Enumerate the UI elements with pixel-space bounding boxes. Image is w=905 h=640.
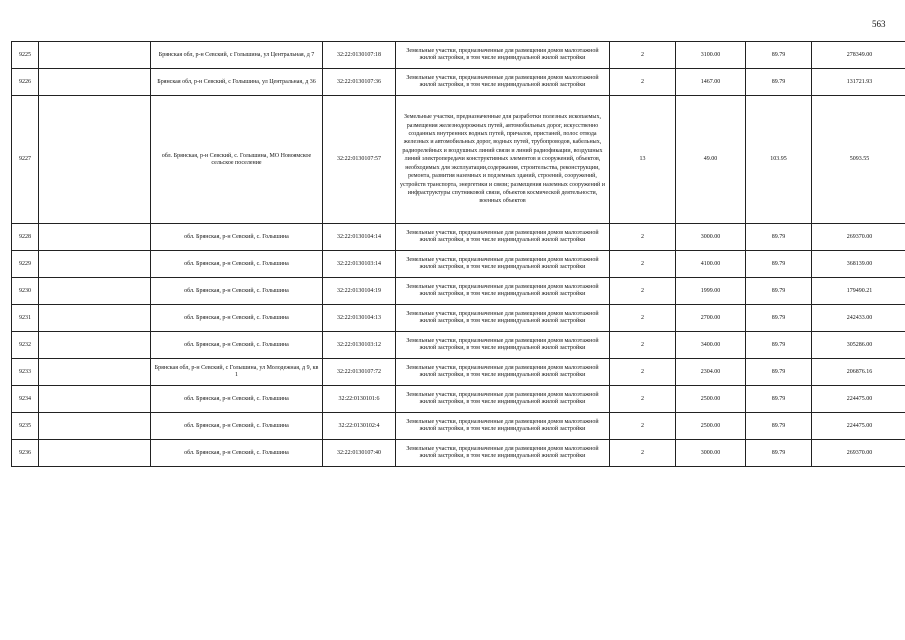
use-code-cell: 2 bbox=[610, 440, 676, 467]
area-cell: 3100.00 bbox=[676, 42, 746, 69]
rate-cell: 89.79 bbox=[746, 305, 812, 332]
cadastral-number-cell: 32:22:0130104:14 bbox=[323, 224, 396, 251]
cadastral-number-cell: 32:22:0130101:6 bbox=[323, 386, 396, 413]
cadastral-number-cell: 32:22:0130102:4 bbox=[323, 413, 396, 440]
spacer-cell bbox=[39, 305, 151, 332]
address-cell: Брянская обл, р-н Севский, с Голышина, ул Молодежная, д 9, кв 1 bbox=[151, 359, 323, 386]
table-row bbox=[12, 251, 905, 278]
cadastral-number-cell: 32:22:0130104:19 bbox=[323, 278, 396, 305]
rate-cell: 89.79 bbox=[746, 440, 812, 467]
cadastral-value-cell: 278349.00 bbox=[812, 42, 905, 69]
table-row bbox=[12, 224, 905, 251]
area-cell: 2700.00 bbox=[676, 305, 746, 332]
use-code-cell: 2 bbox=[610, 69, 676, 96]
cadastral-value-cell: 269370.00 bbox=[812, 440, 905, 467]
spacer-cell bbox=[39, 224, 151, 251]
cadastral-value-cell: 179490.21 bbox=[812, 278, 905, 305]
spacer-cell bbox=[39, 278, 151, 305]
use-code-cell: 13 bbox=[610, 96, 676, 224]
rate-cell: 89.79 bbox=[746, 332, 812, 359]
cadastral-value-cell: 224475.00 bbox=[812, 386, 905, 413]
row-number: 9230 bbox=[12, 278, 39, 305]
use-code-cell: 2 bbox=[610, 386, 676, 413]
table-row bbox=[12, 359, 905, 386]
area-cell: 2500.00 bbox=[676, 413, 746, 440]
area-cell: 3000.00 bbox=[676, 224, 746, 251]
area-cell: 3000.00 bbox=[676, 440, 746, 467]
cadastral-number-cell: 32:22:0130107:36 bbox=[323, 69, 396, 96]
table-row bbox=[12, 332, 905, 359]
rate-cell: 89.79 bbox=[746, 278, 812, 305]
cadastral-number-cell: 32:22:0130107:18 bbox=[323, 42, 396, 69]
use-code-cell: 2 bbox=[610, 305, 676, 332]
table-row bbox=[12, 69, 905, 96]
row-number: 9229 bbox=[12, 251, 39, 278]
use-code-cell: 2 bbox=[610, 42, 676, 69]
table-row bbox=[12, 386, 905, 413]
table-row bbox=[12, 413, 905, 440]
land-use-cell: Земельные участки, предназначенные для размещения домов малоэтажной жилой застройки, в том числе индивидуальной жилой застройки bbox=[396, 413, 610, 440]
spacer-cell bbox=[39, 69, 151, 96]
cadastral-value-cell: 131721.93 bbox=[812, 69, 905, 96]
cadastral-number-cell: 32:22:0130107:57 bbox=[323, 96, 396, 224]
row-number: 9231 bbox=[12, 305, 39, 332]
spacer-cell bbox=[39, 440, 151, 467]
land-plot-table bbox=[11, 41, 905, 467]
cadastral-number-cell: 32:22:0130104:13 bbox=[323, 305, 396, 332]
land-use-cell: Земельные участки, предназначенные для размещения домов малоэтажной жилой застройки, в том числе индивидуальной жилой застройки bbox=[396, 42, 610, 69]
cadastral-number-cell: 32:22:0130107:72 bbox=[323, 359, 396, 386]
area-cell: 4100.00 bbox=[676, 251, 746, 278]
spacer-cell bbox=[39, 332, 151, 359]
row-number: 9236 bbox=[12, 440, 39, 467]
row-number: 9233 bbox=[12, 359, 39, 386]
spacer-cell bbox=[39, 42, 151, 69]
table-row bbox=[12, 305, 905, 332]
cadastral-number-cell: 32:22:0130103:12 bbox=[323, 332, 396, 359]
cadastral-value-cell: 224475.00 bbox=[812, 413, 905, 440]
cadastral-value-cell: 305286.00 bbox=[812, 332, 905, 359]
rate-cell: 89.79 bbox=[746, 251, 812, 278]
area-cell: 1999.00 bbox=[676, 278, 746, 305]
land-use-cell: Земельные участки, предназначенные для размещения домов малоэтажной жилой застройки, в том числе индивидуальной жилой застройки bbox=[396, 332, 610, 359]
page-number: 563 bbox=[872, 19, 886, 29]
address-cell: обл. Брянская, р-н Севский, с. Голышина bbox=[151, 224, 323, 251]
row-number: 9228 bbox=[12, 224, 39, 251]
table-row bbox=[12, 96, 905, 224]
use-code-cell: 2 bbox=[610, 251, 676, 278]
address-cell: обл. Брянская, р-н Севский, с. Голышина bbox=[151, 386, 323, 413]
cadastral-value-cell: 242433.00 bbox=[812, 305, 905, 332]
table-body bbox=[12, 42, 905, 467]
address-cell: обл. Брянская, р-н Севский, с. Голышина bbox=[151, 278, 323, 305]
cadastral-value-cell: 206876.16 bbox=[812, 359, 905, 386]
address-cell: Брянская обл, р-н Севский, с Голышина, ул Центральная, д 7 bbox=[151, 42, 323, 69]
rate-cell: 89.79 bbox=[746, 69, 812, 96]
use-code-cell: 2 bbox=[610, 278, 676, 305]
rate-cell: 103.95 bbox=[746, 96, 812, 224]
table-row bbox=[12, 440, 905, 467]
rate-cell: 89.79 bbox=[746, 359, 812, 386]
spacer-cell bbox=[39, 96, 151, 224]
land-use-cell: Земельные участки, предназначенные для разработки полезных ископаемых, размещения железнодорожных путей, автомобильных дорог, искусственно созданных внутренних водных путей, причалов, пристаней, полос отвода железных и автомобильных дорог, водных путей, трубопроводов, кабельных, радиорелейных и воздушных линий связи и линий радиофикации, воздушных линий электропередачи конструктивных элементов и сооружений, объектов, необходимых для эксплуатации,содержания, строительства, реконструкции, ремонта, развития наземных и подземных зданий, строений, сооружений, устройств транспорта, энергетики и связи; размещения наземных сооружений и инфраструктуры спутниковой связи, объектов космической деятельности, военных объектов bbox=[396, 96, 610, 224]
land-use-cell: Земельные участки, предназначенные для размещения домов малоэтажной жилой застройки, в том числе индивидуальной жилой застройки bbox=[396, 305, 610, 332]
row-number: 9227 bbox=[12, 96, 39, 224]
land-use-cell: Земельные участки, предназначенные для размещения домов малоэтажной жилой застройки, в том числе индивидуальной жилой застройки bbox=[396, 278, 610, 305]
cadastral-value-cell: 5093.55 bbox=[812, 96, 905, 224]
spacer-cell bbox=[39, 251, 151, 278]
area-cell: 2500.00 bbox=[676, 386, 746, 413]
table-row bbox=[12, 42, 905, 69]
rate-cell: 89.79 bbox=[746, 224, 812, 251]
use-code-cell: 2 bbox=[610, 224, 676, 251]
address-cell: Брянская обл, р-н Севский, с Голышина, ул Центральная, д 36 bbox=[151, 69, 323, 96]
use-code-cell: 2 bbox=[610, 359, 676, 386]
cadastral-number-cell: 32:22:0130103:14 bbox=[323, 251, 396, 278]
address-cell: обл. Брянская, р-н Севский, с. Голышина bbox=[151, 305, 323, 332]
spacer-cell bbox=[39, 413, 151, 440]
cadastral-value-cell: 368139.00 bbox=[812, 251, 905, 278]
row-number: 9232 bbox=[12, 332, 39, 359]
table-row bbox=[12, 278, 905, 305]
area-cell: 2304.00 bbox=[676, 359, 746, 386]
land-use-cell: Земельные участки, предназначенные для размещения домов малоэтажной жилой застройки, в том числе индивидуальной жилой застройки bbox=[396, 224, 610, 251]
land-use-cell: Земельные участки, предназначенные для размещения домов малоэтажной жилой застройки, в том числе индивидуальной жилой застройки bbox=[396, 440, 610, 467]
land-use-cell: Земельные участки, предназначенные для размещения домов малоэтажной жилой застройки, в том числе индивидуальной жилой застройки bbox=[396, 386, 610, 413]
land-use-cell: Земельные участки, предназначенные для размещения домов малоэтажной жилой застройки, в том числе индивидуальной жилой застройки bbox=[396, 251, 610, 278]
land-use-cell: Земельные участки, предназначенные для размещения домов малоэтажной жилой застройки, в том числе индивидуальной жилой застройки bbox=[396, 69, 610, 96]
address-cell: обл. Брянская, р-н Севский, с. Голышина bbox=[151, 413, 323, 440]
address-cell: обл. Брянская, р-н Севский, с. Голышина bbox=[151, 440, 323, 467]
rate-cell: 89.79 bbox=[746, 386, 812, 413]
address-cell: обл. Брянская, р-н Севский, с. Голышина bbox=[151, 332, 323, 359]
address-cell: обл. Брянская, р-н Севский, с. Голышина, МО Новоямское сельское поселение bbox=[151, 96, 323, 224]
area-cell: 1467.00 bbox=[676, 69, 746, 96]
land-use-cell: Земельные участки, предназначенные для размещения домов малоэтажной жилой застройки, в том числе индивидуальной жилой застройки bbox=[396, 359, 610, 386]
address-cell: обл. Брянская, р-н Севский, с. Голышина bbox=[151, 251, 323, 278]
area-cell: 49.00 bbox=[676, 96, 746, 224]
use-code-cell: 2 bbox=[610, 413, 676, 440]
row-number: 9226 bbox=[12, 69, 39, 96]
spacer-cell bbox=[39, 359, 151, 386]
spacer-cell bbox=[39, 386, 151, 413]
rate-cell: 89.79 bbox=[746, 413, 812, 440]
rate-cell: 89.79 bbox=[746, 42, 812, 69]
area-cell: 3400.00 bbox=[676, 332, 746, 359]
row-number: 9225 bbox=[12, 42, 39, 69]
row-number: 9235 bbox=[12, 413, 39, 440]
cadastral-number-cell: 32:22:0130107:40 bbox=[323, 440, 396, 467]
cadastral-value-cell: 269370.00 bbox=[812, 224, 905, 251]
row-number: 9234 bbox=[12, 386, 39, 413]
use-code-cell: 2 bbox=[610, 332, 676, 359]
